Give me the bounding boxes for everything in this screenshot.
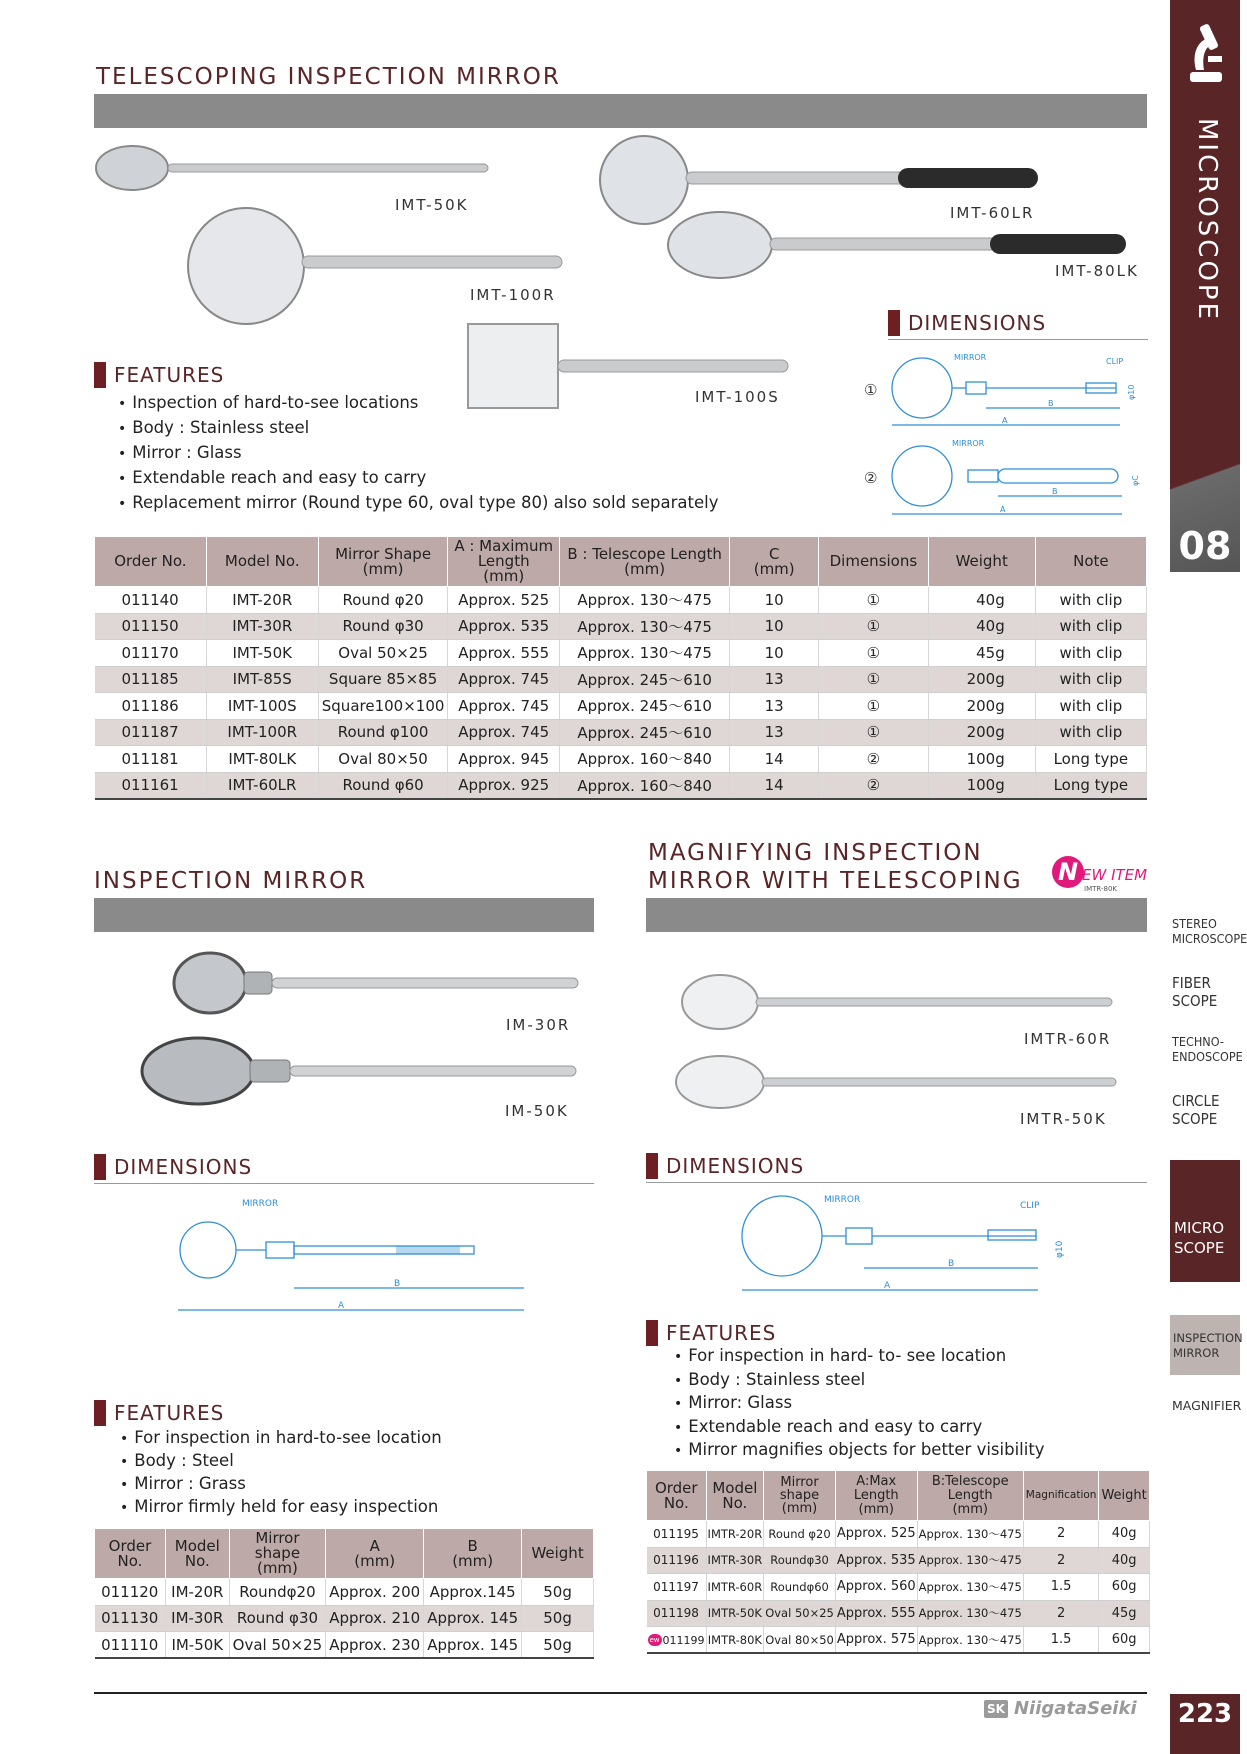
table-cell: Round φ30 <box>318 613 448 640</box>
col-header: Model No. <box>165 1529 229 1579</box>
table-cell: Round φ100 <box>318 719 448 746</box>
table-cell: Approx. 745 <box>448 693 560 720</box>
table-cell: 60g <box>1099 1574 1149 1601</box>
table-cell: Approx. 555 <box>835 1600 917 1627</box>
table-cell: Oval 50×25 <box>318 640 448 667</box>
feature-item: • Mirror firmly held for easy inspection <box>120 1496 442 1519</box>
section-bar <box>94 94 1147 128</box>
table-cell: ② <box>819 772 929 799</box>
table-cell: 13 <box>730 666 819 693</box>
feature-item: • For inspection in hard- to- see location <box>674 1345 1045 1369</box>
table-cell <box>647 1627 707 1654</box>
table-cell: with clip <box>1035 587 1146 614</box>
diagram-a-label-2: A <box>1000 505 1006 514</box>
diagram-b-label: B <box>394 1279 401 1289</box>
diagram-mark-1: ① <box>864 381 878 399</box>
table-cell: IMTR-30R <box>706 1547 764 1574</box>
table-cell: Approx. 245～610 <box>560 719 730 746</box>
table-cell: 100g <box>928 746 1035 773</box>
col-header: A (mm) <box>326 1529 424 1579</box>
table-cell: 011185 <box>95 666 207 693</box>
table-cell: 40g <box>928 587 1035 614</box>
table-cell: IMT-80LK <box>206 746 318 773</box>
model-label-imt-50k: IMT-50K <box>395 196 469 214</box>
sidebar-item-label: MICRO SCOPE <box>1174 1219 1225 1257</box>
table-cell: IMTR-20R <box>706 1521 764 1548</box>
table-cell: Approx. 130～475 <box>917 1547 1023 1574</box>
table-cell: 13 <box>730 719 819 746</box>
table-cell: 14 <box>730 772 819 799</box>
feature-item: • Mirror magnifies objects for better visibility <box>674 1439 1045 1463</box>
diagram-a-label: A <box>338 1301 345 1311</box>
table-cell: 2 <box>1023 1547 1099 1574</box>
table-cell: 011197 <box>647 1574 707 1601</box>
table-cell: Long type <box>1035 772 1146 799</box>
col-header: A:Max Length (mm) <box>835 1471 917 1521</box>
model-label-imt-100r: IMT-100R <box>470 286 556 304</box>
features-heading <box>646 1320 776 1346</box>
table-cell: Approx. 130～475 <box>917 1600 1023 1627</box>
model-label-imt-80lk: IMT-80LK <box>1055 262 1139 280</box>
table-row <box>95 1579 594 1606</box>
brand-logo <box>984 1698 1137 1719</box>
table-cell: Approx. 535 <box>448 613 560 640</box>
col-header: B (mm) <box>424 1529 522 1579</box>
product-image-im-30r <box>172 950 582 1016</box>
diagram-c-label: φ10 <box>1055 1240 1065 1258</box>
table-cell: 011187 <box>95 719 207 746</box>
table-cell: Approx. 200 <box>326 1579 424 1606</box>
sidebar-item-magnifier[interactable]: MAGNIFIER <box>1172 1398 1242 1413</box>
table-cell: IMTR-60R <box>706 1574 764 1601</box>
features-heading <box>94 362 224 388</box>
table-cell: ① <box>819 613 929 640</box>
table-cell: 60g <box>1099 1627 1149 1654</box>
table-cell: ① <box>819 587 929 614</box>
table-cell: Approx. 130～475 <box>560 587 730 614</box>
sidebar-item-fiber-scope[interactable]: FIBER SCOPE <box>1172 974 1218 1010</box>
table-row <box>95 719 1147 746</box>
diagram-b-label: B <box>948 1259 955 1269</box>
chapter-number: 08 <box>1178 524 1232 568</box>
table-cell: 10 <box>730 613 819 640</box>
heading-marker <box>94 362 106 388</box>
table-cell: with clip <box>1035 719 1146 746</box>
table-cell: 011186 <box>95 693 207 720</box>
table-cell: Square100×100 <box>318 693 448 720</box>
table-row <box>647 1574 1150 1601</box>
feature-item: • Body : Stainless steel <box>118 416 719 441</box>
col-header: Order No. <box>95 537 207 587</box>
diagram-clip-label: CLIP <box>1106 357 1124 366</box>
col-header: Model No. <box>206 537 318 587</box>
table-cell: with clip <box>1035 693 1146 720</box>
table-body <box>95 587 1147 799</box>
table-cell: Round φ30 <box>229 1605 326 1632</box>
table-row <box>95 640 1147 667</box>
section-title-telescoping: TELESCOPING INSPECTION MIRROR <box>96 64 561 90</box>
feature-item: • Mirror : Grass <box>120 1473 442 1496</box>
diagram-c-label-2: φC <box>1131 475 1140 486</box>
diagram-c-label-1: φ10 <box>1127 384 1136 400</box>
table-row <box>647 1521 1150 1548</box>
table-cell: Approx. 210 <box>326 1605 424 1632</box>
diagram-mirror-label-2: MIRROR <box>952 439 985 448</box>
feature-item: • Extendable reach and easy to carry <box>118 466 719 491</box>
col-header: Mirror shape (mm) <box>764 1471 836 1521</box>
page-number-box <box>1170 1694 1240 1754</box>
dimensions-heading-text: DIMENSIONS <box>114 1155 253 1179</box>
table-cell: 011181 <box>95 746 207 773</box>
dimensions-heading-text: DIMENSIONS <box>666 1154 805 1178</box>
product-image-imtr-60r <box>680 972 1116 1032</box>
table-cell: ② <box>819 746 929 773</box>
table-row <box>647 1600 1150 1627</box>
col-header: Order No. <box>95 1529 166 1579</box>
col-header: B : Telescope Length (mm) <box>560 537 730 587</box>
table-cell: 1.5 <box>1023 1627 1099 1654</box>
heading-marker <box>646 1153 658 1179</box>
dimensions-heading-text: DIMENSIONS <box>908 311 1047 335</box>
section-bar <box>94 898 594 932</box>
dimension-diagram-2 <box>174 1192 534 1322</box>
table-cell: Round φ20 <box>764 1521 836 1548</box>
table-row <box>95 693 1147 720</box>
order-number: 011199 <box>662 1633 705 1647</box>
table-cell: Approx. 245～610 <box>560 693 730 720</box>
dimensions-heading <box>646 1153 1147 1183</box>
table-row <box>95 1632 594 1659</box>
col-header: Magnification <box>1023 1471 1099 1521</box>
table-cell: IMT-100R <box>206 719 318 746</box>
table-cell: Round φ20 <box>318 587 448 614</box>
features-heading-text: FEATURES <box>114 1401 225 1425</box>
sidebar-item-stereo-microscope[interactable]: STEREO MICROSCOPE <box>1172 916 1247 946</box>
table-cell: 40g <box>1099 1547 1149 1574</box>
diagram-mirror-label: MIRROR <box>242 1199 279 1209</box>
table-cell: Roundφ30 <box>764 1547 836 1574</box>
table-cell: 50g <box>522 1605 594 1632</box>
page-number: 223 <box>1177 1699 1233 1729</box>
table-cell: 011196 <box>647 1547 707 1574</box>
table-cell: Approx. 145 <box>424 1605 522 1632</box>
table-cell: 1.5 <box>1023 1574 1099 1601</box>
table-cell: Approx. 535 <box>835 1547 917 1574</box>
features-heading-text: FEATURES <box>666 1321 777 1345</box>
table-cell: IMT-100S <box>206 693 318 720</box>
col-header: Note <box>1035 537 1146 587</box>
col-header: A : Maximum Length (mm) <box>448 537 560 587</box>
table-body <box>95 1579 594 1659</box>
diagram-a-label: A <box>884 1281 891 1291</box>
table-cell: 50g <box>522 1579 594 1606</box>
table-cell: Approx. 230 <box>326 1632 424 1659</box>
table-cell: Approx.145 <box>424 1579 522 1606</box>
table-cell: 011120 <box>95 1579 166 1606</box>
table-cell: Approx. 575 <box>835 1627 917 1654</box>
table-cell: Approx. 130～475 <box>560 640 730 667</box>
table-cell: 40g <box>1099 1521 1149 1548</box>
table-row <box>647 1627 1150 1654</box>
table-row <box>95 1605 594 1632</box>
sidebar-item-techno-endoscope[interactable]: TECHNO- ENDOSCOPE <box>1172 1034 1243 1064</box>
table-cell: 011130 <box>95 1605 166 1632</box>
table-row <box>95 772 1147 799</box>
table-cell: 14 <box>730 746 819 773</box>
table-row <box>95 613 1147 640</box>
table-cell: ① <box>819 666 929 693</box>
table-cell: IM-30R <box>165 1605 229 1632</box>
model-label-im-50k: IM-50K <box>505 1102 569 1120</box>
brand-mark: SK <box>984 1700 1008 1718</box>
feature-item: • Inspection of hard-to-see locations <box>118 391 719 416</box>
table-cell: Approx. 160～840 <box>560 746 730 773</box>
table-cell: IM-20R <box>165 1579 229 1606</box>
product-image-imt-100r <box>186 206 566 326</box>
heading-marker <box>646 1320 658 1346</box>
table-row <box>647 1547 1150 1574</box>
heading-marker <box>94 1154 106 1180</box>
features-list <box>120 1427 442 1519</box>
table-cell: 45g <box>1099 1600 1149 1627</box>
table-cell: Long type <box>1035 746 1146 773</box>
table-cell: Oval 80×50 <box>318 746 448 773</box>
model-label-imt-100s: IMT-100S <box>695 388 780 406</box>
table-cell: 10 <box>730 587 819 614</box>
table-cell: ① <box>819 640 929 667</box>
dimensions-heading <box>888 310 1148 340</box>
feature-item: • Replacement mirror (Round type 60, oval type 80) also sold separately <box>118 491 719 516</box>
table-cell: IMT-50K <box>206 640 318 667</box>
diagram-a-label-1: A <box>1002 416 1008 425</box>
section-title-magnifying-line2: MIRROR WITH TELESCOPING <box>648 868 1023 894</box>
sidebar-item-label: INSPECTION MIRROR <box>1173 1331 1243 1360</box>
new-mark-icon: ew <box>649 1636 660 1644</box>
table-cell: with clip <box>1035 666 1146 693</box>
features-list <box>674 1345 1045 1463</box>
table-cell: IMT-30R <box>206 613 318 640</box>
table-cell: 40g <box>928 613 1035 640</box>
table-cell: 011140 <box>95 587 207 614</box>
product-image-imt-50k <box>96 140 496 196</box>
table-row <box>95 746 1147 773</box>
feature-item: • Mirror : Glass <box>118 441 719 466</box>
table-cell: Approx. 945 <box>448 746 560 773</box>
table-cell: Approx. 560 <box>835 1574 917 1601</box>
table-cell: 011161 <box>95 772 207 799</box>
table-cell: 45g <box>928 640 1035 667</box>
col-header: Mirror shape (mm) <box>229 1529 326 1579</box>
table-body <box>647 1521 1150 1654</box>
diagram-clip-label: CLIP <box>1020 1201 1040 1211</box>
feature-item: • For inspection in hard-to-see location <box>120 1427 442 1450</box>
dimensions-heading <box>94 1154 594 1184</box>
features-heading <box>94 1400 224 1426</box>
sidebar-item-micro-scope[interactable] <box>1170 1160 1240 1282</box>
table-cell: IMT-60LR <box>206 772 318 799</box>
sidebar-item-inspection-mirror[interactable] <box>1170 1315 1243 1375</box>
table-cell: 10 <box>730 640 819 667</box>
table-cell: Approx. 925 <box>448 772 560 799</box>
col-header: Weight <box>928 537 1035 587</box>
table-cell: Approx. 245～610 <box>560 666 730 693</box>
table-row <box>95 587 1147 614</box>
col-header: Dimensions <box>819 537 929 587</box>
table-cell: Approx. 525 <box>448 587 560 614</box>
product-image-im-50k <box>140 1036 580 1106</box>
section-title-inspection-mirror: INSPECTION MIRROR <box>94 868 368 894</box>
table-cell: 200g <box>928 693 1035 720</box>
table-cell: Oval 80×50 <box>764 1627 836 1654</box>
diagram-mirror-label-1: MIRROR <box>954 353 987 362</box>
col-header: Model No. <box>706 1471 764 1521</box>
table-cell: Approx. 130～475 <box>917 1627 1023 1654</box>
table-cell: 011198 <box>647 1600 707 1627</box>
table-cell: Approx. 130～475 <box>560 613 730 640</box>
table-cell: 2 <box>1023 1600 1099 1627</box>
heading-marker <box>888 310 900 336</box>
model-label-imtr-50k: IMTR-50K <box>1020 1110 1107 1128</box>
brand-name: NiigataSeiki <box>1013 1698 1137 1719</box>
model-label-im-30r: IM-30R <box>506 1016 571 1034</box>
table-cell: IMT-85S <box>206 666 318 693</box>
new-badge-model: IMTR-80K <box>1084 885 1117 893</box>
new-badge-text: EW ITEM <box>1082 866 1148 884</box>
col-header: Mirror Shape (mm) <box>318 537 448 587</box>
spec-table-inspection-mirror <box>94 1528 594 1659</box>
new-item-badge <box>1052 856 1148 896</box>
footer-rule <box>94 1692 1147 1694</box>
dimension-diagram-1 <box>866 350 1156 522</box>
diagram-mirror-label: MIRROR <box>824 1195 861 1205</box>
product-image-imtr-50k <box>674 1052 1120 1112</box>
table-cell: IMTR-80K <box>706 1627 764 1654</box>
feature-item: • Extendable reach and easy to carry <box>674 1416 1045 1440</box>
feature-item: • Body : Steel <box>120 1450 442 1473</box>
col-header: Weight <box>1099 1471 1149 1521</box>
sidebar-item-circle-scope[interactable]: CIRCLE SCOPE <box>1172 1092 1220 1128</box>
table-cell: with clip <box>1035 613 1146 640</box>
table-row <box>95 666 1147 693</box>
table-cell: Roundφ20 <box>229 1579 326 1606</box>
sidebar-category-label: MICROSCOPE <box>1192 118 1222 323</box>
table-cell: IM-50K <box>165 1632 229 1659</box>
section-bar <box>646 898 1147 932</box>
diagram-b-label-1: B <box>1048 399 1054 408</box>
col-header: B:Telescope Length (mm) <box>917 1471 1023 1521</box>
table-cell: Approx. 525 <box>835 1521 917 1548</box>
table-cell: Approx. 130～475 <box>917 1521 1023 1548</box>
table-cell: IMT-20R <box>206 587 318 614</box>
table-cell: Approx. 130～475 <box>917 1574 1023 1601</box>
dimension-diagram-3 <box>736 1190 1082 1302</box>
feature-item: • Body : Stainless steel <box>674 1369 1045 1393</box>
table-cell: Approx. 745 <box>448 666 560 693</box>
col-header: Weight <box>522 1529 594 1579</box>
table-cell: Oval 50×25 <box>229 1632 326 1659</box>
table-cell: Approx. 555 <box>448 640 560 667</box>
features-list <box>118 391 719 516</box>
table-cell: Square 85×85 <box>318 666 448 693</box>
table-cell: Oval 50×25 <box>764 1600 836 1627</box>
col-header: Order No. <box>647 1471 707 1521</box>
table-cell: 100g <box>928 772 1035 799</box>
table-cell: IMTR-50K <box>706 1600 764 1627</box>
spec-table-telescoping <box>94 536 1147 800</box>
table-cell: Approx. 745 <box>448 719 560 746</box>
col-header: C (mm) <box>730 537 819 587</box>
table-cell: Roundφ60 <box>764 1574 836 1601</box>
model-label-imtr-60r: IMTR-60R <box>1024 1030 1112 1048</box>
table-cell: 200g <box>928 666 1035 693</box>
table-cell: Round φ60 <box>318 772 448 799</box>
features-heading-text: FEATURES <box>114 363 225 387</box>
diagram-mark-2: ② <box>864 469 878 487</box>
table-cell: Approx. 145 <box>424 1632 522 1659</box>
spec-table-magnifying <box>646 1470 1150 1654</box>
table-cell: ① <box>819 693 929 720</box>
section-title-magnifying-line1: MAGNIFYING INSPECTION <box>648 840 983 866</box>
diagram-b-label-2: B <box>1052 487 1058 496</box>
table-cell: 200g <box>928 719 1035 746</box>
table-cell: 50g <box>522 1632 594 1659</box>
table-cell: 13 <box>730 693 819 720</box>
table-cell: 011195 <box>647 1521 707 1548</box>
model-label-imt-60lr: IMT-60LR <box>950 204 1035 222</box>
heading-marker <box>94 1400 106 1426</box>
table-cell: 011110 <box>95 1632 166 1659</box>
table-cell: 011170 <box>95 640 207 667</box>
microscope-icon <box>1182 20 1230 88</box>
table-cell: 2 <box>1023 1521 1099 1548</box>
table-cell: 011150 <box>95 613 207 640</box>
feature-item: • Mirror: Glass <box>674 1392 1045 1416</box>
table-cell: ① <box>819 719 929 746</box>
table-cell: with clip <box>1035 640 1146 667</box>
new-badge-n: N <box>1052 856 1084 888</box>
table-cell: Approx. 160～840 <box>560 772 730 799</box>
